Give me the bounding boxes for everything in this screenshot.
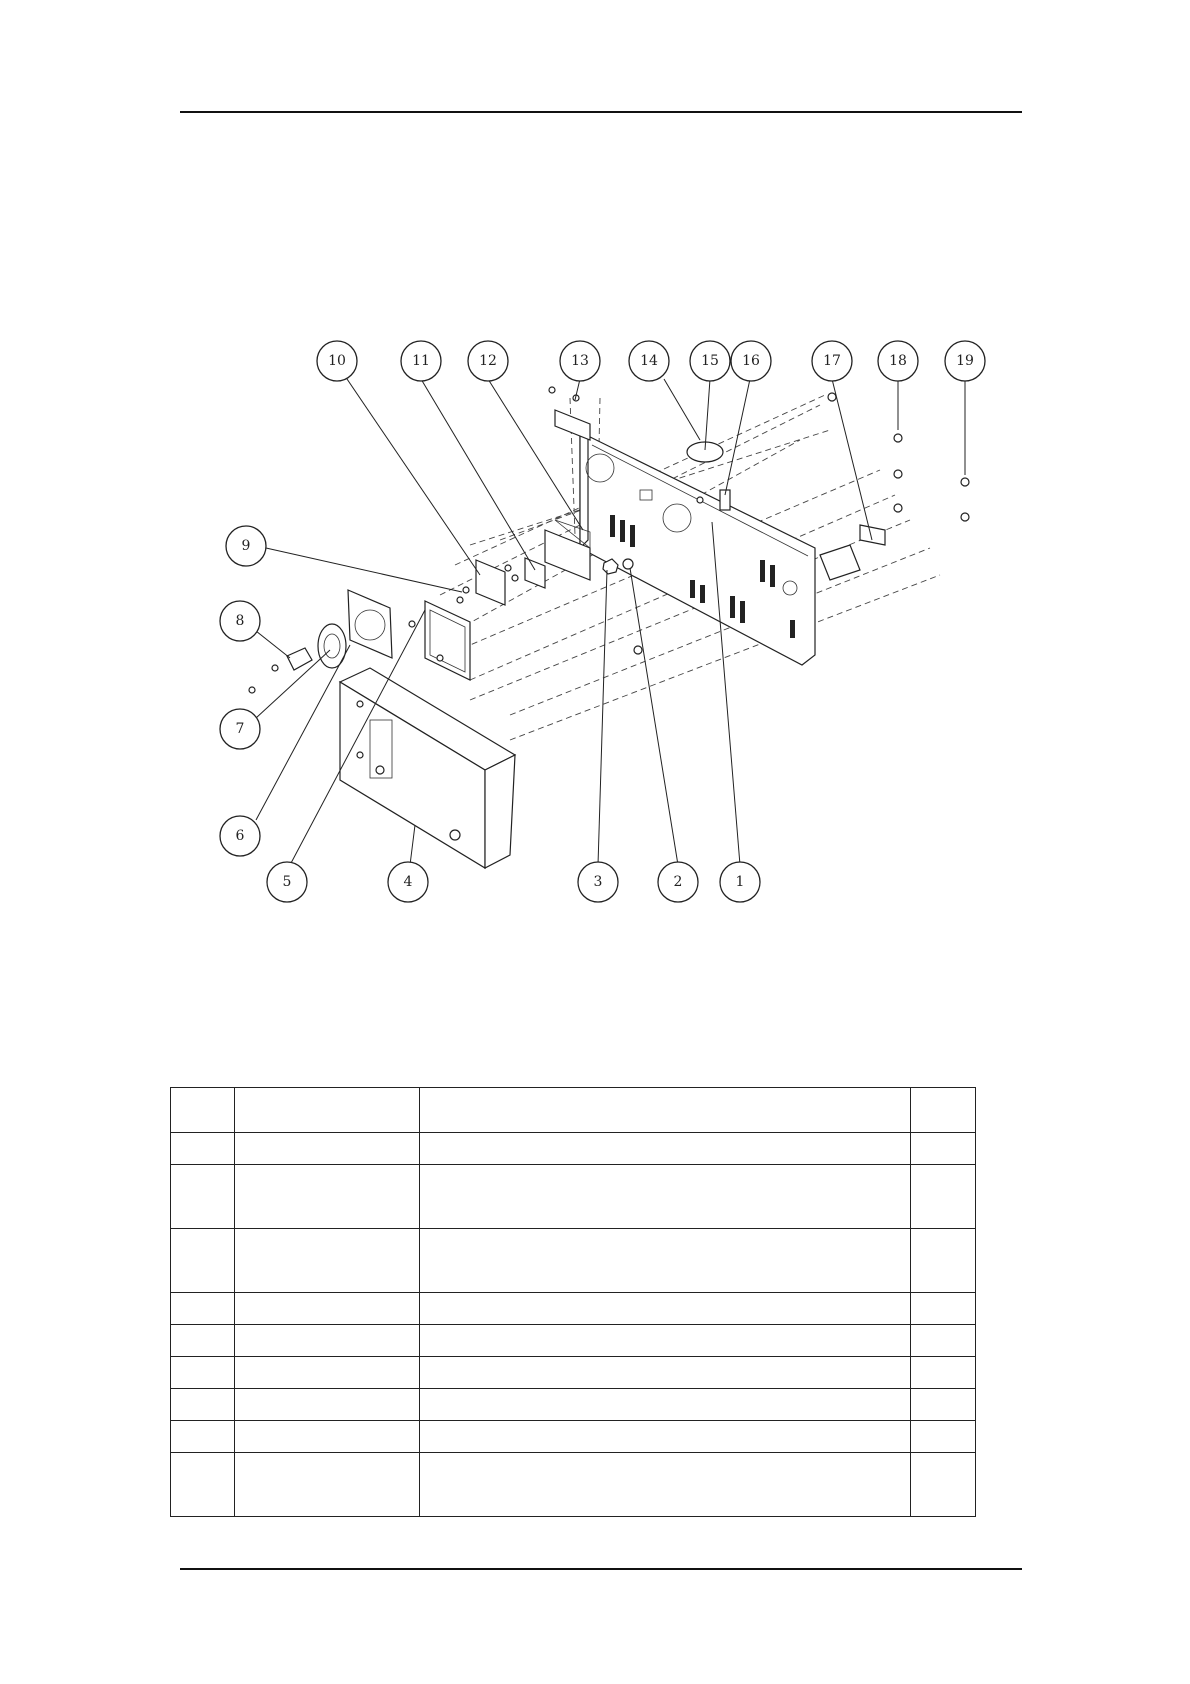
svg-text:15: 15	[701, 353, 719, 369]
table-cell	[911, 1293, 976, 1325]
front-enclosure	[340, 668, 515, 868]
table-cell	[911, 1325, 976, 1357]
table-row	[171, 1357, 976, 1389]
table-row	[171, 1325, 976, 1357]
callout-17	[812, 341, 852, 381]
table-cell	[911, 1133, 976, 1165]
svg-text:3: 3	[593, 874, 603, 890]
table-cell	[420, 1229, 911, 1293]
table-cell	[171, 1453, 235, 1517]
table-cell	[911, 1088, 976, 1133]
table-cell	[171, 1421, 235, 1453]
callout-6	[220, 816, 260, 856]
top-bracket	[549, 387, 590, 440]
table-cell	[235, 1229, 420, 1293]
table-cell	[235, 1421, 420, 1453]
table-cell	[235, 1088, 420, 1133]
table-cell	[171, 1357, 235, 1389]
svg-text:10: 10	[328, 353, 346, 369]
callout-10	[317, 341, 357, 381]
callout-5	[267, 862, 307, 902]
rear-panel	[580, 432, 815, 665]
callout-15	[690, 341, 730, 381]
callout-16	[731, 341, 771, 381]
table-cell	[235, 1133, 420, 1165]
table-row	[171, 1453, 976, 1517]
table-cell	[235, 1357, 420, 1389]
svg-text:16: 16	[742, 353, 760, 369]
callout-18	[878, 341, 918, 381]
svg-text:4: 4	[403, 874, 413, 890]
svg-text:5: 5	[282, 874, 292, 890]
table-cell	[235, 1453, 420, 1517]
table-row	[171, 1293, 976, 1325]
speaker-bracket	[249, 648, 312, 693]
table-row	[171, 1133, 976, 1165]
table-cell	[911, 1357, 976, 1389]
callout-1	[720, 862, 760, 902]
callout-12	[468, 341, 508, 381]
table-row	[171, 1389, 976, 1421]
table-cell	[171, 1325, 235, 1357]
callout-19	[945, 341, 985, 381]
svg-text:12: 12	[479, 353, 497, 369]
table-cell	[911, 1389, 976, 1421]
table-cell	[171, 1293, 235, 1325]
speaker-plate	[348, 590, 392, 658]
svg-text:14: 14	[640, 353, 658, 369]
table-cell	[235, 1165, 420, 1229]
connector-board-assembly	[457, 520, 590, 605]
table-cell	[911, 1421, 976, 1453]
svg-text:2: 2	[673, 874, 683, 890]
svg-text:1: 1	[735, 874, 745, 890]
callout-11	[401, 341, 441, 381]
parts-list-table	[170, 1087, 976, 1517]
table-cell	[420, 1165, 911, 1229]
table-cell	[235, 1293, 420, 1325]
callout-7	[220, 709, 260, 749]
speaker	[318, 624, 346, 668]
svg-text:19: 19	[956, 353, 974, 369]
svg-text:8: 8	[235, 613, 245, 629]
table-cell	[420, 1325, 911, 1357]
table-row	[171, 1421, 976, 1453]
table-cell	[171, 1088, 235, 1133]
table-cell	[420, 1389, 911, 1421]
svg-text:7: 7	[235, 721, 245, 737]
svg-text:9: 9	[241, 538, 251, 554]
table-cell	[420, 1357, 911, 1389]
table-cell	[911, 1453, 976, 1517]
callout-14	[629, 341, 669, 381]
table-cell	[420, 1421, 911, 1453]
table-row	[171, 1229, 976, 1293]
svg-text:17: 17	[823, 353, 841, 369]
power-inlet	[820, 525, 885, 580]
callout-9	[226, 526, 266, 566]
table-cell	[420, 1133, 911, 1165]
table-cell	[911, 1229, 976, 1293]
table-cell	[420, 1293, 911, 1325]
table-cell	[420, 1088, 911, 1133]
table-cell	[420, 1453, 911, 1517]
table-row	[171, 1165, 976, 1229]
callout-2	[658, 862, 698, 902]
mounting-bracket	[409, 601, 470, 680]
table-cell	[911, 1165, 976, 1229]
callout-4	[388, 862, 428, 902]
svg-text:6: 6	[235, 828, 245, 844]
table-cell	[171, 1165, 235, 1229]
callout-8	[220, 601, 260, 641]
table-cell	[171, 1133, 235, 1165]
table-cell	[235, 1389, 420, 1421]
table-cell	[171, 1229, 235, 1293]
table-header-row	[171, 1088, 976, 1133]
callout-3	[578, 862, 618, 902]
table-cell	[171, 1389, 235, 1421]
svg-text:13: 13	[571, 353, 589, 369]
svg-text:11: 11	[412, 353, 430, 369]
table-cell	[235, 1325, 420, 1357]
svg-text:18: 18	[889, 353, 907, 369]
callout-13	[560, 341, 600, 381]
